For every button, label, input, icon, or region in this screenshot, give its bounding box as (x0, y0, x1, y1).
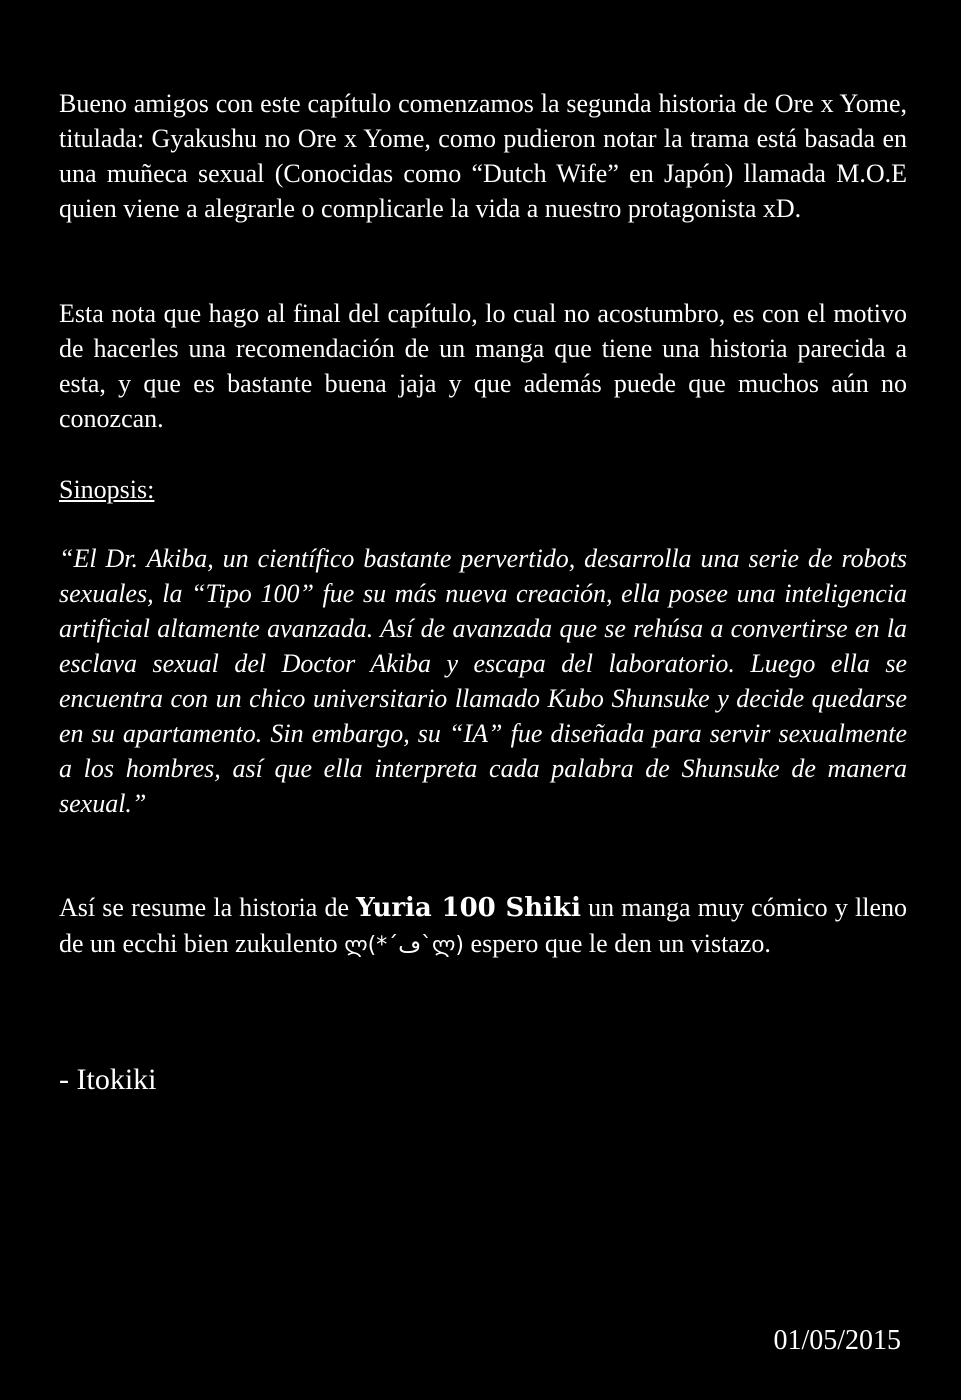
manga-title: Yuria 100 Shiki (356, 893, 581, 923)
intro-paragraph: Bueno amigos con este capítulo comenzamos la segunda historia de Ore x Yome, titulada: Gyakushu no Ore x Yome, como pudieron notar la trama está basada en una muñeca sexual (Conocidas como “Dutch Wife” en Japón) llamada M.O.E quien viene a alegrarle o complicarle la vida a nuestro protagonista xD. (59, 89, 907, 223)
summary-before-title: Así se resume la historia de (59, 893, 357, 922)
kaomoji-text: ლ(*´ڡ`ლ) (344, 933, 465, 958)
note-paragraph: Esta nota que hago al final del capítulo, lo cual no acostumbro, es con el motivo de hacerles una recomendación de un manga que tiene una historia parecida a esta, y que es bastante buena jaja y que además puede que muchos aún no conozcan. (59, 299, 907, 433)
summary-ending: espero que le den un vistazo. (464, 929, 771, 958)
summary-after-title: un manga muy cómico y lleno de un ecchi bien zukulento (59, 893, 907, 958)
summary-paragraph (59, 890, 907, 963)
date-stamp: 01/05/2015 (773, 1325, 901, 1356)
synopsis-heading: Sinopsis: (59, 475, 155, 504)
signature: - Itokiki (59, 1063, 157, 1096)
synopsis-text: “El Dr. Akiba, un científico bastante pervertido, desarrolla una serie de robots sexuales, la “Tipo 100” fue su más nueva creación, ella posee una inteligencia artificial altamente avanzada. Así de avanzada que se rehúsa a convertirse en la esclava sexual del Doctor Akiba y escapa del laboratorio. Luego ella se encuentra con un chico universitario llamado Kubo Shunsuke y decide quedarse en su apartamento. Sin embargo, su “IA” fue diseñada para servir sexualmente a los hombres, así que ella interpreta cada palabra de Shunsuke de manera sexual.” (59, 544, 907, 818)
